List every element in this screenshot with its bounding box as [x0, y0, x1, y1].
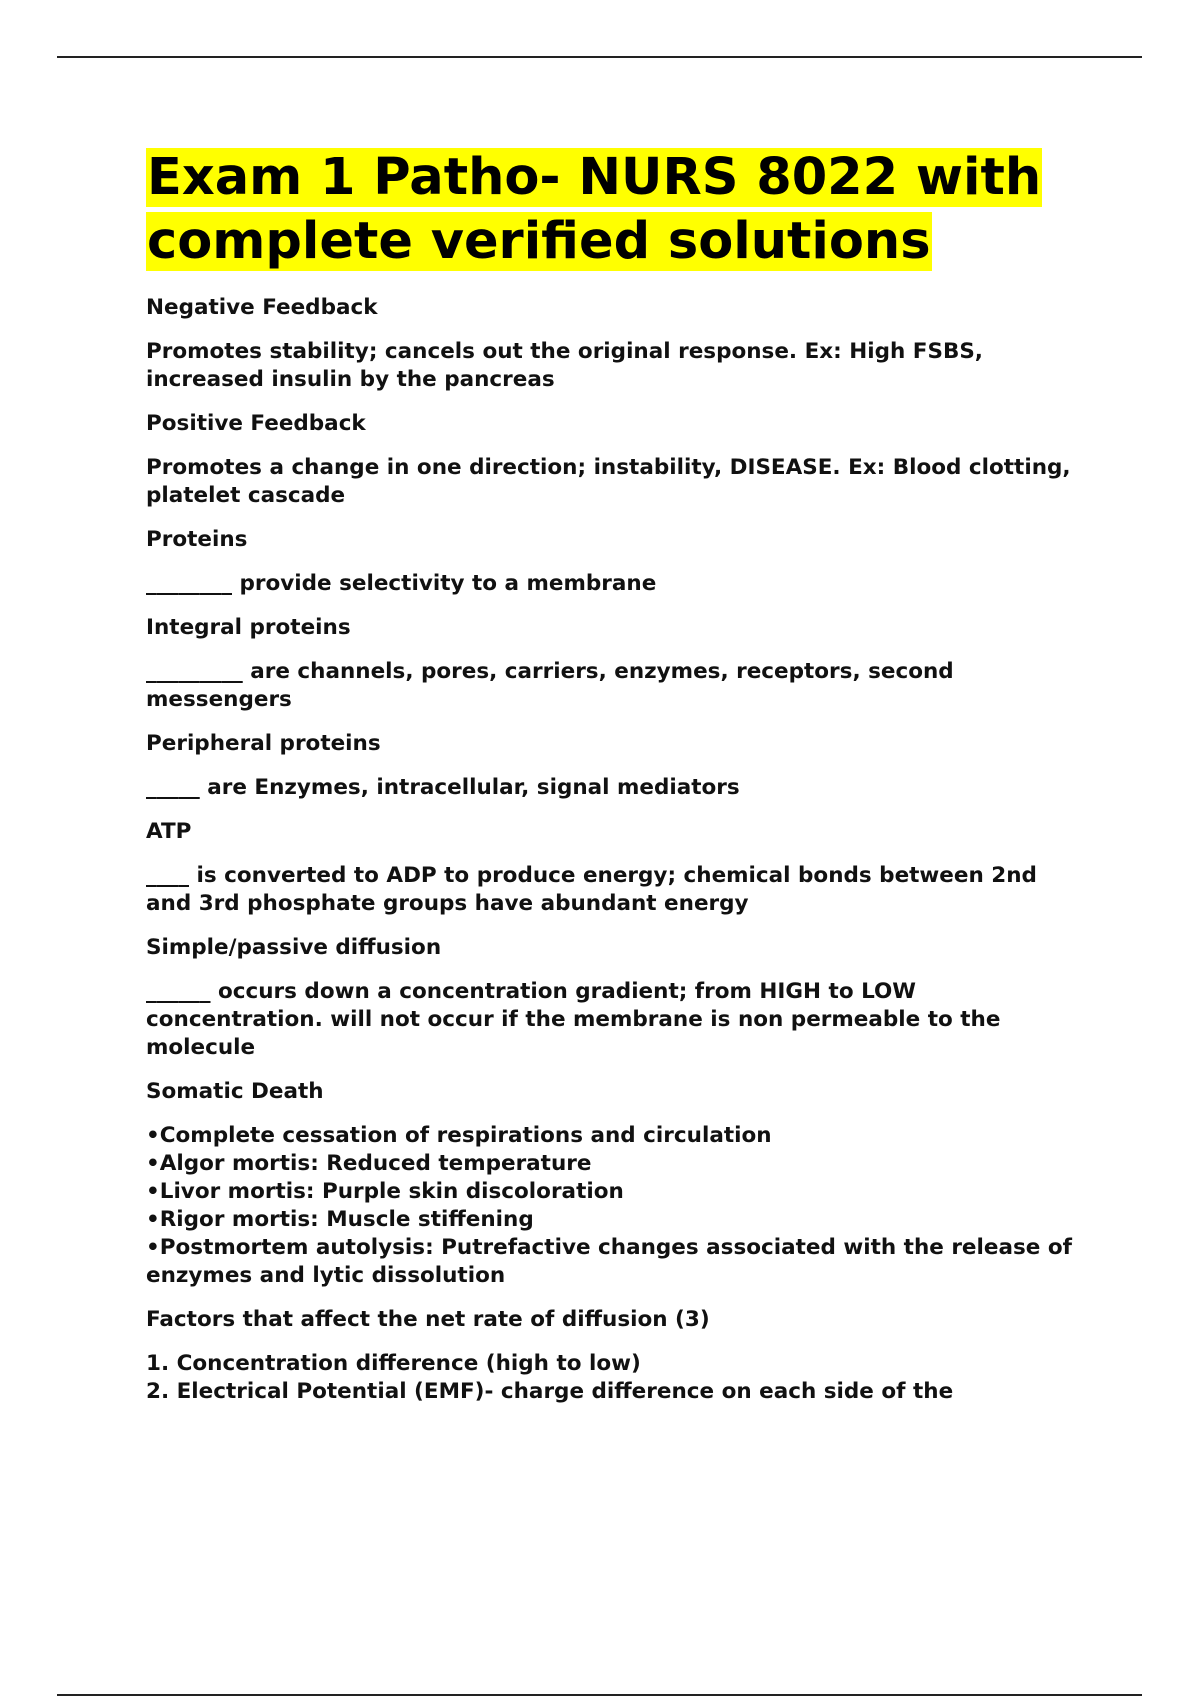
term-simple-passive-diffusion: Simple/passive diffusion — [146, 935, 442, 960]
definition-atp: ____ is converted to ADP to produce energy; chemical bonds between 2nd and 3rd phosphate groups have abundant energy — [146, 863, 1037, 916]
term-somatic-death: Somatic Death — [146, 1079, 324, 1104]
definition-diffusion-factors: 1. Concentration difference (high to low) 2. Electrical Potential (EMF)- charge difference on each side of the — [146, 1351, 954, 1404]
top-rule — [57, 56, 1142, 58]
term-atp: ATP — [146, 819, 192, 844]
definition-proteins: ________ provide selectivity to a membrane — [146, 571, 657, 596]
term-diffusion-factors: Factors that affect the net rate of diffusion (3) — [146, 1307, 710, 1332]
card-list — [146, 294, 1076, 1406]
definition-peripheral-proteins: _____ are Enzymes, intracellular, signal mediators — [146, 775, 740, 800]
term-negative-feedback: Negative Feedback — [146, 295, 378, 320]
definition-positive-feedback: Promotes a change in one direction; instability, DISEASE. Ex: Blood clotting, platelet cascade — [146, 455, 1071, 508]
document-body — [146, 146, 1076, 1422]
term-positive-feedback: Positive Feedback — [146, 411, 366, 436]
term-proteins: Proteins — [146, 527, 248, 552]
page-title — [146, 146, 1076, 274]
definition-somatic-death: •Complete cessation of respirations and circulation •Algor mortis: Reduced temperature •Livor mortis: Purple skin discoloration •Rigor mortis: Muscle stiffening •Postmortem autolysis: Putrefactive changes associated with the release of enzymes and lytic dissolution — [146, 1123, 1072, 1288]
definition-integral-proteins: _________ are channels, pores, carriers, enzymes, receptors, second messengers — [146, 659, 954, 712]
term-peripheral-proteins: Peripheral proteins — [146, 731, 381, 756]
definition-simple-passive-diffusion: ______ occurs down a concentration gradient; from HIGH to LOW concentration. will not occur if the membrane is non permeable to the molecule — [146, 979, 1001, 1060]
definition-negative-feedback: Promotes stability; cancels out the original response. Ex: High FSBS, increased insulin by the pancreas — [146, 339, 983, 392]
term-integral-proteins: Integral proteins — [146, 615, 351, 640]
bottom-rule — [57, 1694, 1142, 1696]
title-highlight: Exam 1 Patho- NURS 8022 with complete verified solutions — [147, 148, 1042, 271]
